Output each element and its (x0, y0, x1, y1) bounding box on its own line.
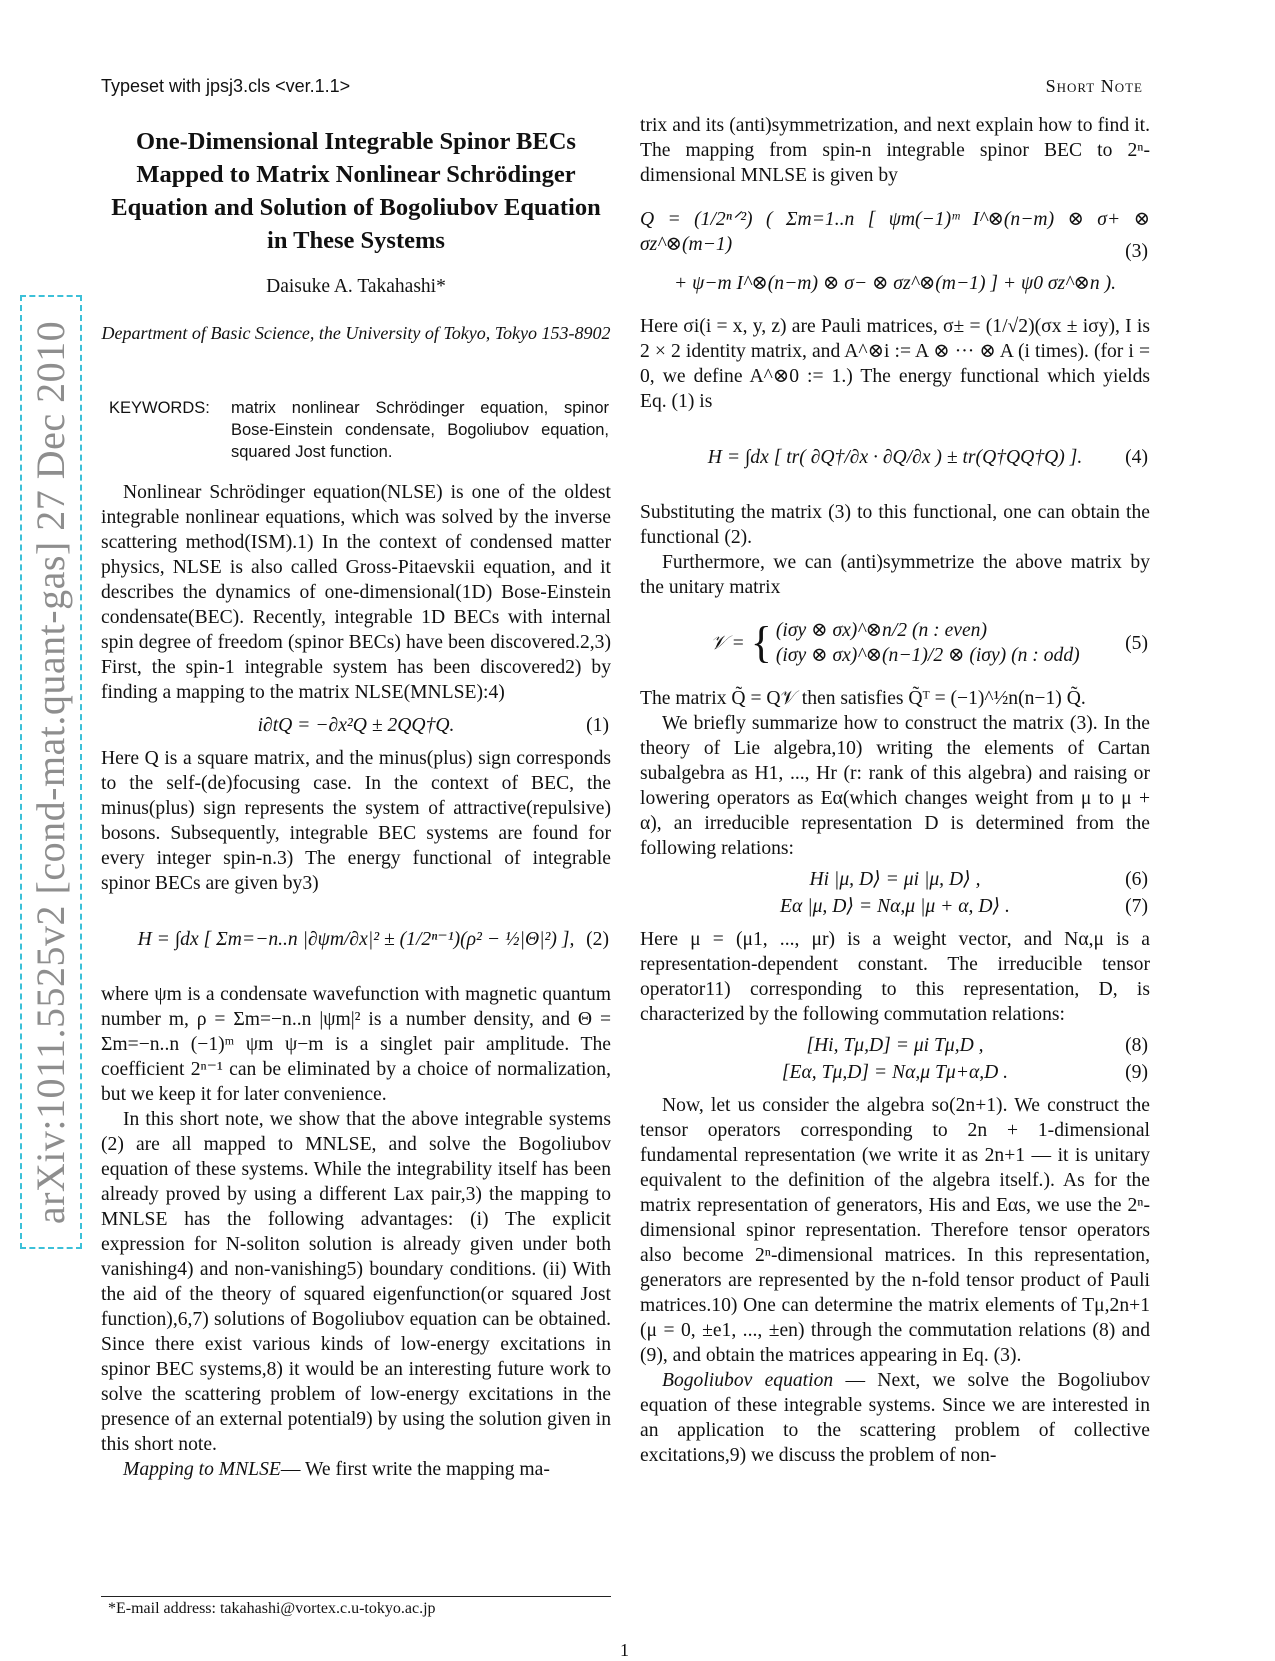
equation-7-body: Eα |μ, D⟩ = Nα,μ |μ + α, D⟩ . (780, 896, 1010, 917)
keywords-text: matrix nonlinear Schrödinger equation, spinor Bose-Einstein condensate, Bogoliubov equation, squared Jost function. (231, 399, 609, 461)
equation-1 (101, 713, 611, 738)
running-header-right: Short Note (1045, 76, 1143, 96)
equation-4-body: H = ∫dx [ tr( ∂Q†/∂x · ∂Q/∂x ) ± tr(Q†QQ†Q) ]. (707, 446, 1083, 468)
equation-2-number: (2) (586, 928, 609, 950)
equation-5-number: (5) (1125, 632, 1148, 654)
equation-5-cases (776, 618, 1080, 668)
equation-8-body: [Hi, Tμ,D] = μi Tμ,D , (806, 1035, 984, 1056)
equation-6-number: (6) (1125, 869, 1148, 890)
running-header-left: Typeset with jpsj3.cls <ver.1.1> (101, 76, 351, 96)
right-paragraph-1: trix and its (anti)symmetrization, and next explain how to find it. The mapping from spin-n integrable spinor BEC to 2ⁿ-dimensional MNLSE is given by (640, 115, 1150, 186)
left-paragraph-3: where ψm is a condensate wavefunction with magnetic quantum number m, ρ = Σm=−n..n |ψm|² is a number density, and Θ = Σm=−n..n (−1)ᵐ ψm ψ−m is a singlet pair amplitude. The coefficient 2ⁿ⁻¹ can be eliminated by a choice of normalization, but we keep it for later convenience. (101, 984, 611, 1105)
right-paragraph-8: Now, let us consider the algebra so(2n+1). We construct the tensor operators corresponding to 2n + 1-dimensional fundamental representation (we write it as 2n+1 — it is unitary equivalent to the definition of the algebra itself.). As for the matrix representation of generators, His and Eαs, we use the 2ⁿ-dimensional spinor representation. Therefore tensor operators also become 2ⁿ-dimensional matrices. In this representation, generators are represented by the n-fold tensor product of Pauli matrices.10) One can determine the matrix elements of Tμ,2n+1 (μ = 0, ±e1, ..., ±en) through the commutation relations (8) and (9), and obtain the matrices appearing in Eq. (3). (640, 1095, 1150, 1366)
equation-8 (640, 1033, 1150, 1058)
equation-3 (640, 196, 1150, 306)
equation-8-number: (8) (1125, 1035, 1148, 1056)
equation-3-line-1: Q = (1/2ⁿᐟ²) ( Σm=1..n [ ψm(−1)ᵐ I^⊗(n−m) ⊗ σ+ ⊗ σz^⊗(m−1) (640, 208, 1150, 255)
equation-2-body: H = ∫dx [ Σm=−n..n |∂ψm/∂x|² ± (1/2ⁿ⁻¹)(ρ² − ½|Θ|²) ], (137, 928, 575, 950)
right-paragraph-5: The matrix Q̃ = Q𝒱 then satisfies Q̃ᵀ = (−1)^½n(n−1) Q̃. (640, 688, 1086, 709)
equation-6 (640, 867, 1150, 892)
equation-1-body: i∂tQ = −∂x²Q ± 2QQ†Q. (257, 715, 455, 736)
equation-9 (640, 1060, 1150, 1085)
right-paragraph-4: Furthermore, we can (anti)symmetrize the above matrix by the unitary matrix (640, 552, 1150, 598)
equation-6-body: Hi |μ, D⟩ = μi |μ, D⟩ , (809, 869, 981, 890)
equation-3-line-2: + ψ−m I^⊗(n−m) ⊗ σ− ⊗ σz^⊗(m−1) ] + ψ0 σz^⊗n ). (674, 272, 1116, 294)
equation-9-body: [Eα, Tμ,D] = Nα,μ Tμ+α,D . (781, 1062, 1009, 1083)
left-column (101, 480, 611, 1482)
left-paragraph-5-text: — We first write the mapping ma- (280, 1459, 550, 1480)
keywords-label: KEYWORDS: (109, 399, 210, 417)
arxiv-side-stamp (20, 295, 82, 1249)
author-name: Daisuke A. Takahashi* (266, 276, 446, 297)
right-paragraph-2: Here σi(i = x, y, z) are Pauli matrices, σ± = (1/√2)(σx ± iσy), I is 2 × 2 identity matrix, and A^⊗i := A ⊗ ··· ⊗ A (i times). (for i = 0, we define A^⊗0 := 1.) The energy functional which yields Eq. (1) is (640, 316, 1150, 412)
equation-4-number: (4) (1125, 446, 1148, 468)
left-paragraph-1: Nonlinear Schrödinger equation(NLSE) is one of the oldest integrable nonlinear equations, which was solved by the inverse scattering method(ISM).1) In the context of condensed matter physics, NLSE is also called Gross-Pitaevskii equation, and it describes the dynamics of one-dimensional(1D) Bose-Einstein condensate(BEC). Recently, integrable 1D BECs with internal spin degree of freedom (spinor BECs) have been discovered.2,3) First, the spin-1 integrable system has been discovered2) by finding a mapping to the matrix NLSE(MNLSE):4) (101, 482, 611, 703)
footnote-email: *E-mail address: takahashi@vortex.c.u-tokyo.ac.jp (108, 1600, 436, 1617)
equation-1-number: (1) (586, 715, 609, 736)
equation-5 (640, 608, 1150, 678)
left-paragraph-5 (101, 1457, 611, 1482)
section-label-mapping: Mapping to MNLSE (123, 1459, 281, 1480)
page-number: 1 (620, 1640, 629, 1660)
equation-2 (101, 904, 611, 974)
section-label-bogoliubov: Bogoliubov equation (662, 1370, 834, 1391)
keywords-block (109, 397, 609, 463)
right-column (640, 113, 1150, 1468)
right-paragraph-9 (640, 1368, 1150, 1468)
equation-5-brace: { (750, 618, 772, 667)
author-affiliation: Department of Basic Science, the University of Tokyo, Tokyo 153-8902 (101, 323, 611, 343)
equation-5-case-2: (iσy ⊗ σx)^⊗(n−1)/2 ⊗ (iσy) (n : odd) (775, 645, 1080, 666)
equation-4 (640, 422, 1150, 492)
footnote-rule (101, 1596, 611, 1597)
equation-5-case-1: (iσy ⊗ σx)^⊗n/2 (n : even) (775, 620, 988, 641)
equation-7 (640, 894, 1150, 919)
equation-7-number: (7) (1125, 896, 1148, 917)
arxiv-stamp-text: arXiv:1011.5525v2 [cond-mat.quant-gas] 27 Dec 2010 (28, 320, 74, 1224)
right-paragraph-9-text: — Next, we solve the Bogoliubov equation of these integrable systems. Since we are interested in an application to the scattering problem of collective excitations,9) we discuss the problem of non- (640, 1370, 1150, 1466)
right-paragraph-6: We briefly summarize how to construct the matrix (3). In the theory of Lie algebra,10) writing the elements of Cartan subalgebra as H1, ..., Hr (r: rank of this algebra) and raising or lowering operators as Eα(which changes weight from μ to μ + α), an irreducible representation D is determined from the following relations: (640, 713, 1150, 859)
right-paragraph-7: Here μ = (μ1, ..., μr) is a weight vector, and Nα,μ is a representation-dependent constant. The irreducible tensor operator11) corresponding to this representation, D, is characterized by the following commutation relations: (640, 929, 1150, 1025)
right-paragraph-3: Substituting the matrix (3) to this functional, one can obtain the functional (2). (640, 502, 1150, 548)
equation-9-number: (9) (1125, 1062, 1148, 1083)
equation-5-lhs: 𝒱 = (710, 632, 745, 654)
paper-title: One-Dimensional Integrable Spinor BECs Mapped to Matrix Nonlinear Schrödinger Equation and Solution of Bogoliubov Equation in These Systems (111, 128, 601, 254)
left-paragraph-4: In this short note, we show that the above integrable systems (2) are all mapped to MNLSE, and solve the Bogoliubov equation of these systems. While the integrability itself has been already proved by using a different Lax pair,3) the mapping to MNLSE has the following advantages: (i) The explicit expression for N-soliton solution is already given under both vanishing4) and non-vanishing5) boundary conditions. (ii) With the aid of the theory of squared eigenfunction(or squared Jost function),6,7) solutions of Bogoliubov equation can be obtained. Since there exist various kinds of low-energy excitations in spinor BEC systems,8) it would be an interesting future work to solve the scattering problem of low-energy excitations in the presence of an external potential9) by using the solution given in this short note. (101, 1109, 611, 1455)
equation-3-number: (3) (1125, 240, 1148, 262)
left-paragraph-2: Here Q is a square matrix, and the minus(plus) sign corresponds to the self-(de)focusing case. In the context of BEC, the minus(plus) sign represents the system of attractive(repulsive) bosons. Subsequently, integrable BEC systems are found for every integer spin-n.3) The energy functional of integrable spinor BECs are given by3) (101, 748, 611, 894)
